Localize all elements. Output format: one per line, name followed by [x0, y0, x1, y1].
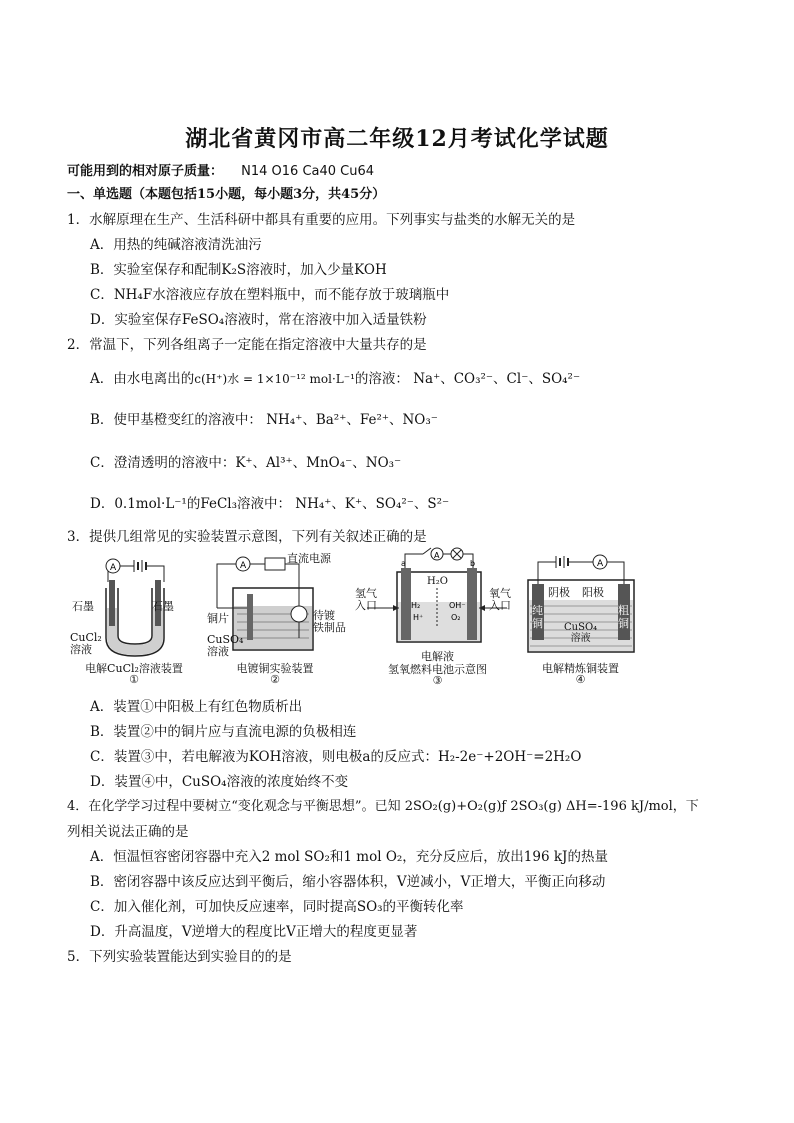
figure-4-copper-refining: [518, 548, 643, 688]
fig2-solution-label: CuSO₄ 溶液: [207, 633, 244, 658]
fig3-electrolyte-label: 电解液: [421, 650, 454, 663]
atomic-masses-values: N14 O16 Ca40 Cu64: [241, 164, 375, 179]
figure-1-electrolysis-cucl2: [68, 548, 200, 688]
q1-option-b-post: 溶液时，加入少量KOH: [246, 262, 387, 278]
q1-option-b: [90, 258, 387, 278]
fig1-solution-label: CuCl₂ 溶液: [70, 631, 102, 656]
fig4-cathode-label: 阴极: [548, 586, 570, 599]
atomic-masses-label: 可能用到的相对原子质量：: [67, 164, 224, 179]
fig2-power-label: 直流电源: [287, 552, 331, 565]
fig1-right-electrode-label: 石墨: [152, 600, 174, 613]
svg-text:O₂: O₂: [451, 613, 461, 622]
fig2-caption: 电镀铜实验装置: [236, 662, 314, 675]
fig1-left-electrode-label: 石墨: [72, 600, 94, 613]
q4-stem-line1: 4．在化学学习过程中要树立“变化观念与平衡思想”。已知 2SO₂(g)+O₂(g)ƒ 2SO₃(g) ΔH=-196 kJ/mol，下: [67, 799, 699, 814]
fig3-caption: 氢氧燃料电池示意图: [388, 663, 487, 676]
electrode-a-label: a: [401, 559, 406, 568]
fig3-number: ③: [432, 674, 443, 687]
q3-option-a: A．装置①中阳极上有红色物质析出: [90, 699, 303, 715]
q4-option-a: A．恒温恒容密闭容器中充入2 mol SO₂和1 mol O₂，充分反应后，放出196 kJ的热量: [90, 849, 608, 865]
ammeter-1-label: A: [110, 563, 117, 573]
atomic-masses: [67, 160, 374, 179]
ammeter-3-label: A: [434, 551, 440, 560]
svg-text:OH⁻: OH⁻: [449, 601, 466, 610]
q1-option-c-chem: NH₄F: [113, 287, 153, 303]
fig3-water-label: H₂O: [427, 576, 448, 587]
fig4-number: ④: [575, 673, 586, 686]
fig4-crude-copper-label: 粗 铜: [618, 604, 629, 630]
q1-option-a: A．用热的纯碱溶液清洗油污: [90, 237, 262, 253]
figure-2-copper-plating: [205, 548, 345, 688]
q1-option-c-post: 水溶液应存放在塑料瓶中，而不能存放于玻璃瓶中: [152, 287, 450, 303]
fig2-right-electrode-label: 待镀 铁制品: [313, 609, 346, 634]
q1-option-b-pre: B．实验室保存和配制: [90, 262, 222, 278]
q2-option-c: C．澄清透明的溶液中：K⁺、Al³⁺、MnO₄⁻、NO₃⁻: [90, 455, 402, 471]
q3-stem: 3．提供几组常见的实验装置示意图，下列有关叙述正确的是: [67, 529, 427, 545]
q2-option-b: B．使甲基橙变红的溶液中： NH₄⁺、Ba²⁺、Fe²⁺、NO₃⁻: [90, 412, 438, 428]
q1-option-d-pre: D．实验室保存: [90, 312, 182, 328]
q1-option-b-chem: K₂S: [221, 262, 247, 278]
q1-option-d: [90, 308, 427, 328]
q2-option-a-post: 的溶液： Na⁺、CO₃²⁻、Cl⁻、SO₄²⁻: [354, 371, 581, 387]
q2-option-a-expr: c(H⁺)水 = 1×10⁻¹² mol·L⁻¹: [194, 372, 355, 386]
fig2-left-electrode-label: 铜片: [207, 612, 229, 625]
fig3-hydrogen-inlet-label: 氢气 入口: [355, 587, 377, 612]
fig2-number: ②: [270, 673, 280, 686]
q3-option-d: D．装置④中，CuSO₄溶液的浓度始终不变: [90, 774, 349, 790]
svg-text:H⁺: H⁺: [413, 613, 424, 622]
q1-stem: 1．水解原理在生产、生活科研中都具有重要的应用。下列事实与盐类的水解无关的是: [67, 212, 576, 228]
q3-option-c: C．装置③中，若电解液为KOH溶液，则电极a的反应式：H₂-2e⁻+2OH⁻=2H₂O: [90, 749, 582, 765]
electrode-b-label: b: [470, 559, 476, 568]
fig3-oxygen-inlet-label: 氧气 入口: [489, 587, 511, 612]
q1-option-d-chem: FeSO₄: [181, 312, 225, 328]
page-title: 湖北省黄冈市高二年级12月考试化学试题: [185, 126, 609, 152]
q4-stem-line2: 列相关说法正确的是: [67, 824, 189, 840]
q2-option-a-pre: A．由水电离出的: [90, 371, 195, 387]
fig4-pure-copper-label: 纯 铜: [532, 604, 543, 630]
figure-3-fuel-cell: [355, 544, 520, 688]
fig4-solution-label: CuSO₄ 溶液: [564, 622, 598, 644]
q2-option-a: [90, 367, 580, 387]
q1-option-d-post: 溶液时，常在溶液中加入适量铁粉: [224, 312, 427, 328]
q5-stem: 5．下列实验装置能达到实验目的的是: [67, 949, 292, 965]
q3-option-b: B．装置②中的铜片应与直流电源的负极相连: [90, 724, 357, 740]
q2-stem: 2．常温下，下列各组离子一定能在指定溶液中大量共存的是: [67, 337, 427, 353]
fig1-number: ①: [129, 673, 139, 686]
q4-option-b: B．密闭容器中该反应达到平衡后，缩小容器体积，V逆减小，V正增大，平衡正向移动: [90, 874, 606, 890]
fig1-caption: 电解CuCl₂溶液装置: [85, 662, 183, 675]
section-heading: 一、单选题（本题包括15小题，每小题3分，共45分）: [67, 187, 386, 202]
fig4-caption: 电解精炼铜装置: [542, 662, 619, 675]
q4-option-c: C．加入催化剂，可加快反应速率，同时提高SO₃的平衡转化率: [90, 899, 464, 915]
ammeter-4-label: A: [597, 559, 604, 569]
q1-option-c-pre: C．: [90, 287, 114, 303]
svg-text:H₂: H₂: [411, 601, 421, 610]
q1-option-c: [90, 283, 449, 303]
q4-option-d: D．升高温度，V逆增大的程度比V正增大的程度更显著: [90, 924, 418, 940]
fig4-anode-label: 阳极: [582, 586, 604, 599]
q2-option-d: D．0.1mol·L⁻¹的FeCl₃溶液中： NH₄⁺、K⁺、SO₄²⁻、S²⁻: [90, 496, 450, 512]
ammeter-2-label: A: [240, 561, 247, 571]
